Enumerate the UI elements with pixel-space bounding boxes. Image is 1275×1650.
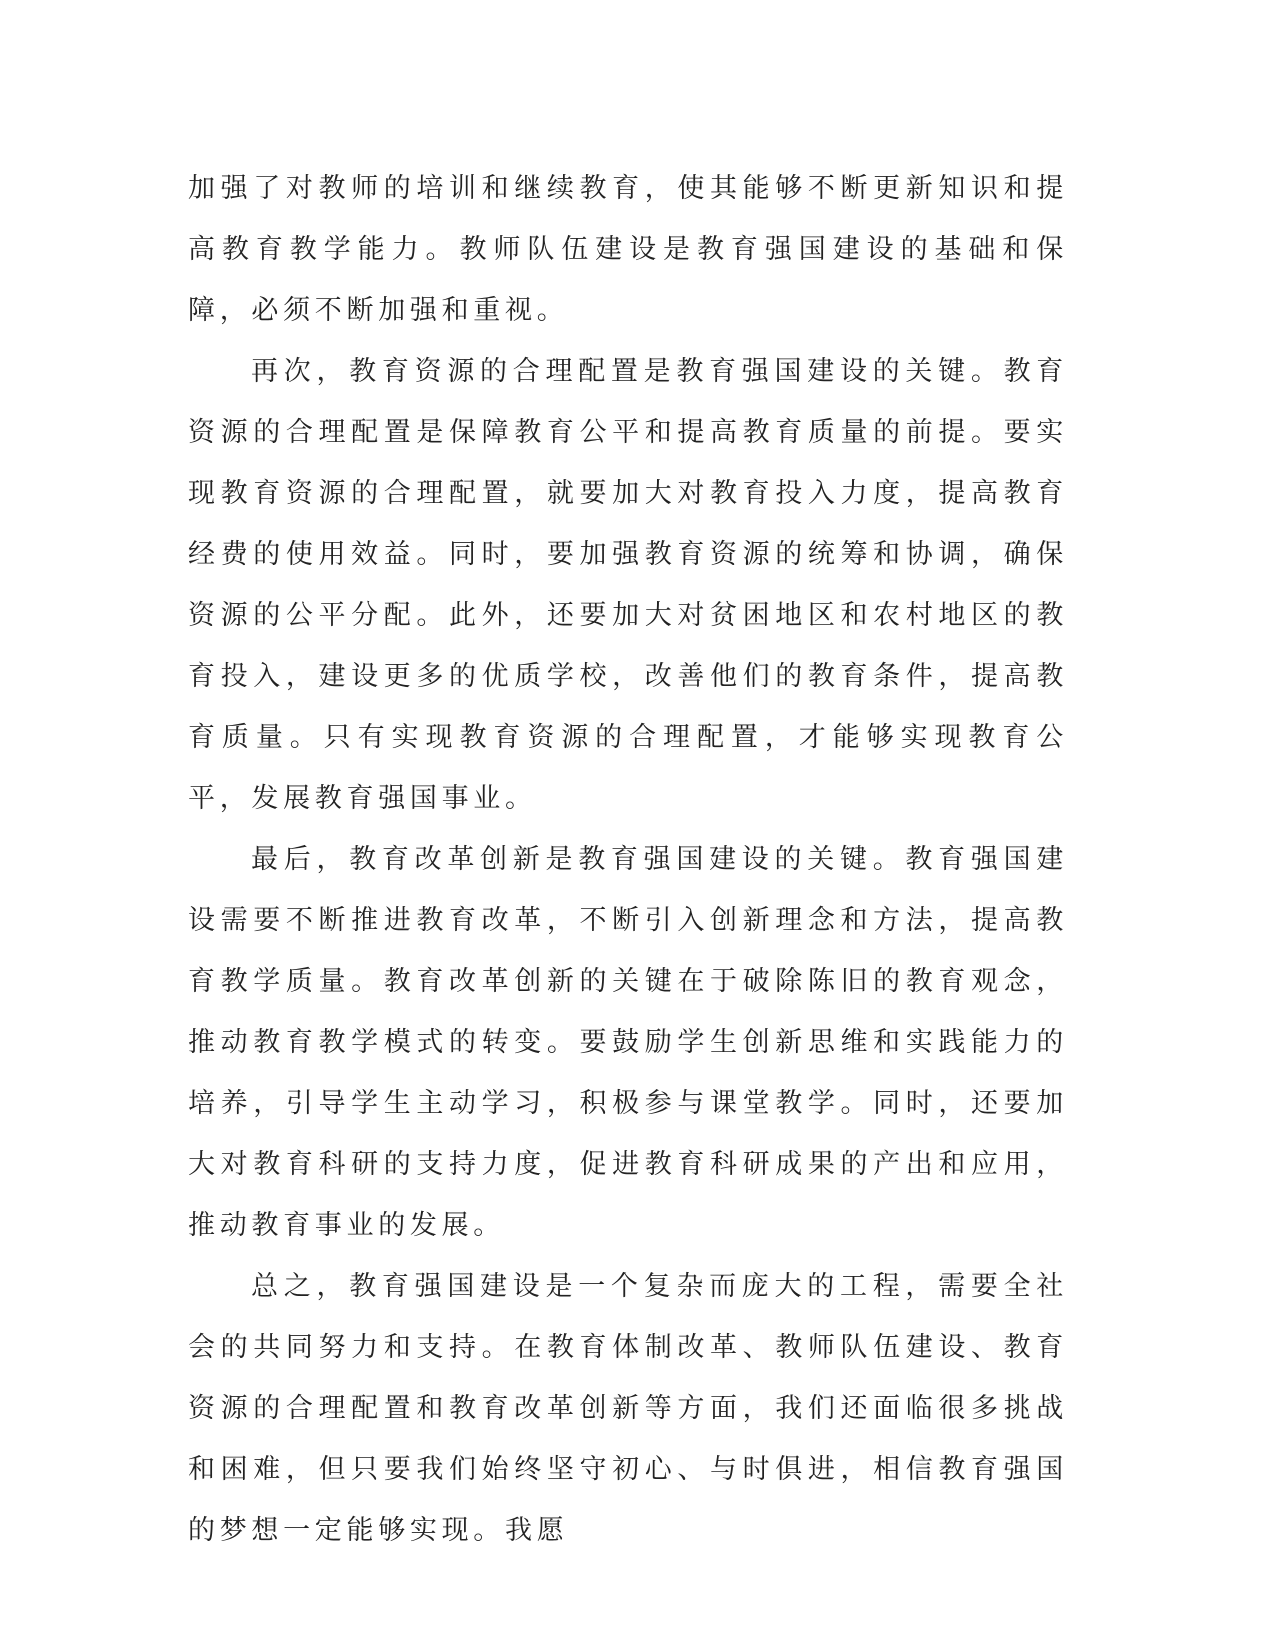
paragraph-resource-allocation: 再次，教育资源的合理配置是教育强国建设的关键。教育资源的合理配置是保障教育公平和提高教育质量的前提。要实现教育资源的合理配置，就要加大对教育投入力度，提高教育经费的使用效益。同时，要加强教育资源的统筹和协调，确保资源的公平分配。此外，还要加大对贫困地区和农村地区的教育投入，建设更多的优质学校，改善他们的教育条件，提高教育质量。只有实现教育资源的合理配置，才能够实现教育公平，发展教育强国事业。 bbox=[188, 356, 1068, 814]
document-body bbox=[188, 158, 1068, 1561]
paragraph-reform-innovation: 最后，教育改革创新是教育强国建设的关键。教育强国建设需要不断推进教育改革，不断引入创新理念和方法，提高教育教学质量。教育改革创新的关键在于破除陈旧的教育观念，推动教育教学模式的转变。要鼓励学生创新思维和实践能力的培养，引导学生主动学习，积极参与课堂教学。同时，还要加大对教育科研的支持力度，促进教育科研成果的产出和应用，推动教育事业的发展。 bbox=[188, 844, 1068, 1241]
paragraph-conclusion: 总之，教育强国建设是一个复杂而庞大的工程，需要全社会的共同努力和支持。在教育体制改革、教师队伍建设、教育资源的合理配置和教育改革创新等方面，我们还面临很多挑战和困难，但只要我们始终坚守初心、与时俱进，相信教育强国的梦想一定能够实现。我愿 bbox=[188, 1271, 1068, 1546]
paragraph-teacher-training: 加强了对教师的培训和继续教育，使其能够不断更新知识和提高教育教学能力。教师队伍建设是教育强国建设的基础和保障，必须不断加强和重视。 bbox=[188, 173, 1068, 326]
